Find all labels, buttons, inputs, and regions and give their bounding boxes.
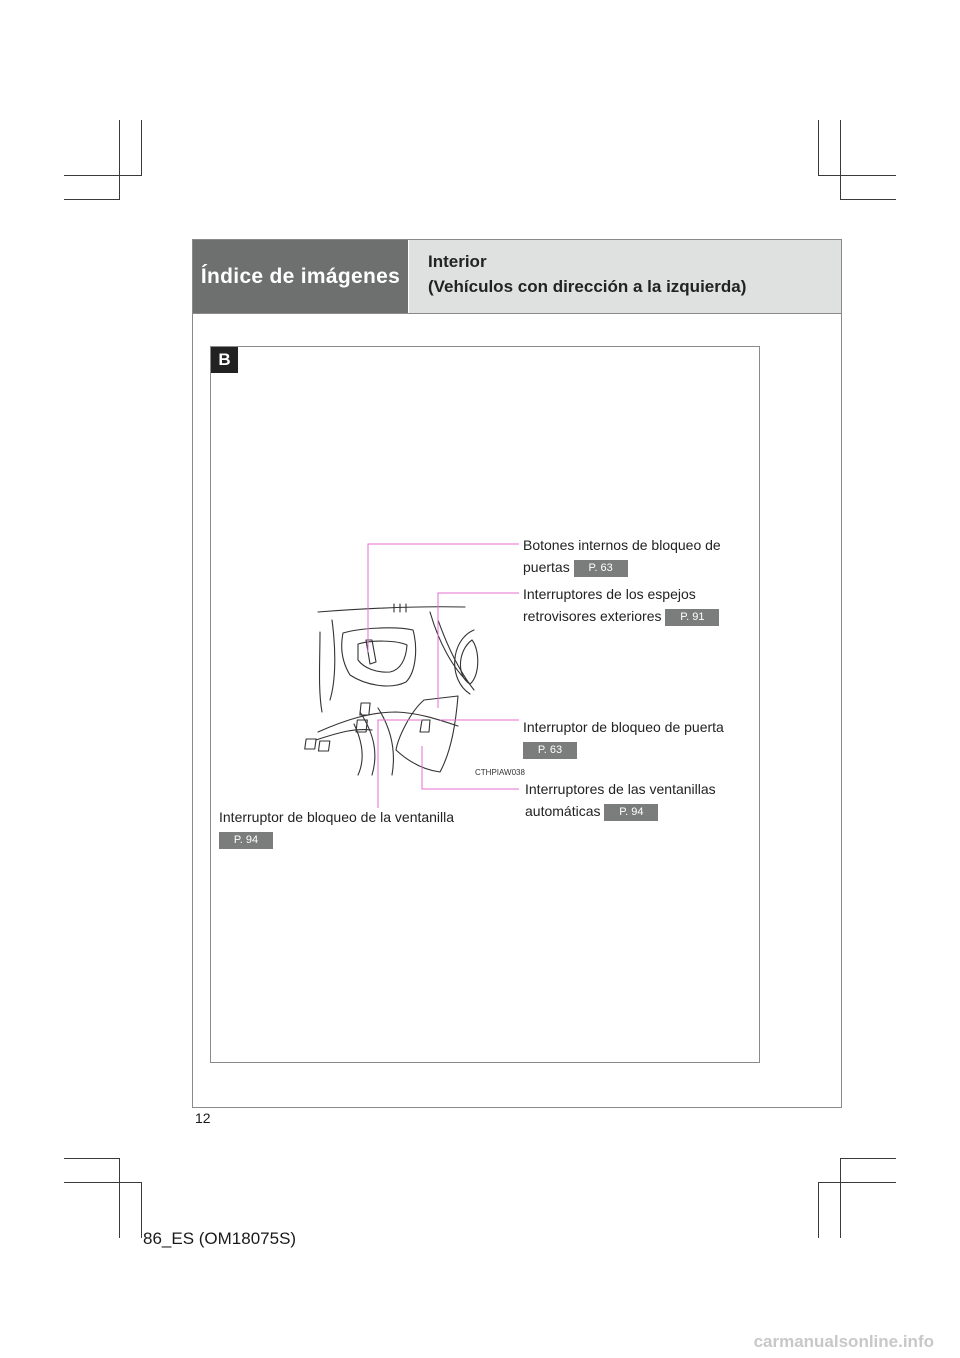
pillar-line [378,708,393,775]
callout-label-line2: retrovisores exteriores P. 91 [523,605,719,627]
callout-ref-line [523,738,724,760]
callout-label-line2: puertas P. 63 [523,556,721,578]
page-reference-link[interactable]: P. 63 [574,560,628,577]
callout-label: Interruptor de bloqueo de puerta [523,719,724,735]
section-badge: B [211,347,238,373]
page-reference-link[interactable]: P. 94 [219,832,273,849]
callout-mirror-switches [523,583,719,627]
window-switch [305,739,316,749]
door-sweep-line [438,620,474,690]
callout-window-switches [525,778,716,822]
callout-label: Interruptores de las ventanillas [525,781,716,797]
callout-label: Interruptor de bloqueo de la ventanilla [219,809,455,825]
door-armrest-line [316,729,372,740]
window-lock-switch [420,720,430,732]
page-reference-link[interactable]: P. 94 [604,804,658,821]
watermark: carmanualsonline.info [753,1332,934,1351]
speaker-ring [460,640,477,684]
callout-ref-line [219,828,454,850]
subtitle-line-2: (Vehículos con dirección a la izquierda) [428,277,747,296]
document-code: 86_ES (OM18075S) [143,1229,297,1248]
door-trim-line [320,632,323,712]
callout-door-lock-switch [523,716,724,760]
window-switch [318,741,329,751]
page-number: 12 [195,1110,211,1126]
page-reference-link[interactable]: P. 63 [523,742,577,759]
handle-recess-inner [358,641,407,672]
section-title: Índice de imágenes [193,240,408,313]
page-reference-link[interactable]: P. 91 [665,609,719,626]
image-code: CTHPIAW038 [475,768,525,777]
door-trim-line [330,620,335,700]
speaker-ring [455,630,474,694]
callout-label: Interruptores de los espejos [523,586,696,602]
callout-window-lock-switch [219,806,454,850]
subtitle-line-1: Interior [428,252,487,271]
door-trim-line [318,607,465,612]
callout-label-line2: automáticas P. 94 [525,800,716,822]
callout-door-lock-buttons [523,534,721,578]
callout-label: Botones internos de bloqueo de [523,537,721,553]
switch-panel-outline [396,696,458,772]
